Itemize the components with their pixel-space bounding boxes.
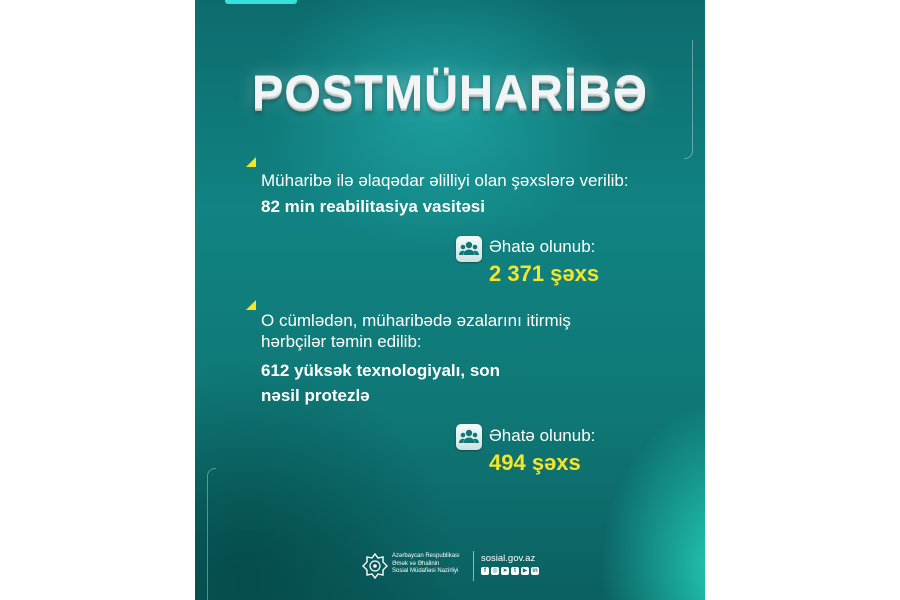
twitter-icon[interactable]: t: [511, 567, 519, 575]
telegram-icon[interactable]: ➤: [502, 568, 508, 574]
yellow-triangle-icon: [246, 300, 256, 310]
poster: [195, 0, 705, 600]
ministry-emblem-icon: [362, 553, 388, 579]
section2-highlight-line2: nəsil protezlə: [261, 386, 370, 405]
top-accent-line: [225, 0, 297, 4]
linkedin-icon[interactable]: in: [532, 568, 538, 574]
social-icons: [481, 567, 539, 575]
ministry-name-line1: Azərbaycan Respublikası: [392, 553, 460, 559]
section1-coverage-value: 2 371 şəxs: [489, 261, 600, 286]
people-icon: [456, 236, 482, 262]
section1-highlight: 82 min reabilitasiya vasitəsi: [261, 197, 485, 216]
ministry-name: [392, 553, 460, 576]
yellow-triangle-icon: [246, 157, 256, 167]
section2-highlight-line1: 612 yüksək texnologiyalı, son: [261, 361, 501, 380]
ministry-name-line2: Əmək və Əhalinin: [392, 560, 440, 567]
ministry-name-line3: Sosial Müdafiəsi Nazirliyi: [392, 568, 459, 574]
section1-coverage-label: Əhatə olunub:: [489, 237, 596, 256]
people-icon: [456, 424, 482, 450]
section1-description: Müharibə ilə əlaqədar əlilliyi olan şəxslərə verilib:: [261, 171, 629, 190]
instagram-icon[interactable]: ◎: [492, 568, 498, 574]
frame-corner-left: [207, 468, 216, 600]
section2-coverage-label: Əhatə olunub:: [489, 426, 596, 445]
website-link[interactable]: sosial.gov.az: [481, 553, 536, 564]
youtube-icon[interactable]: ▶: [522, 568, 528, 574]
section2-description-line2: hərbçilər təmin edilib:: [261, 332, 422, 351]
section2-coverage-value: 494 şəxs: [489, 450, 581, 475]
poster-title: POSTMÜHARİBƏ: [251, 65, 648, 118]
section2-description-line1: O cümlədən, müharibədə əzalarını itirmiş: [261, 311, 571, 330]
facebook-icon[interactable]: f: [481, 567, 489, 575]
footer-divider: [473, 551, 474, 581]
